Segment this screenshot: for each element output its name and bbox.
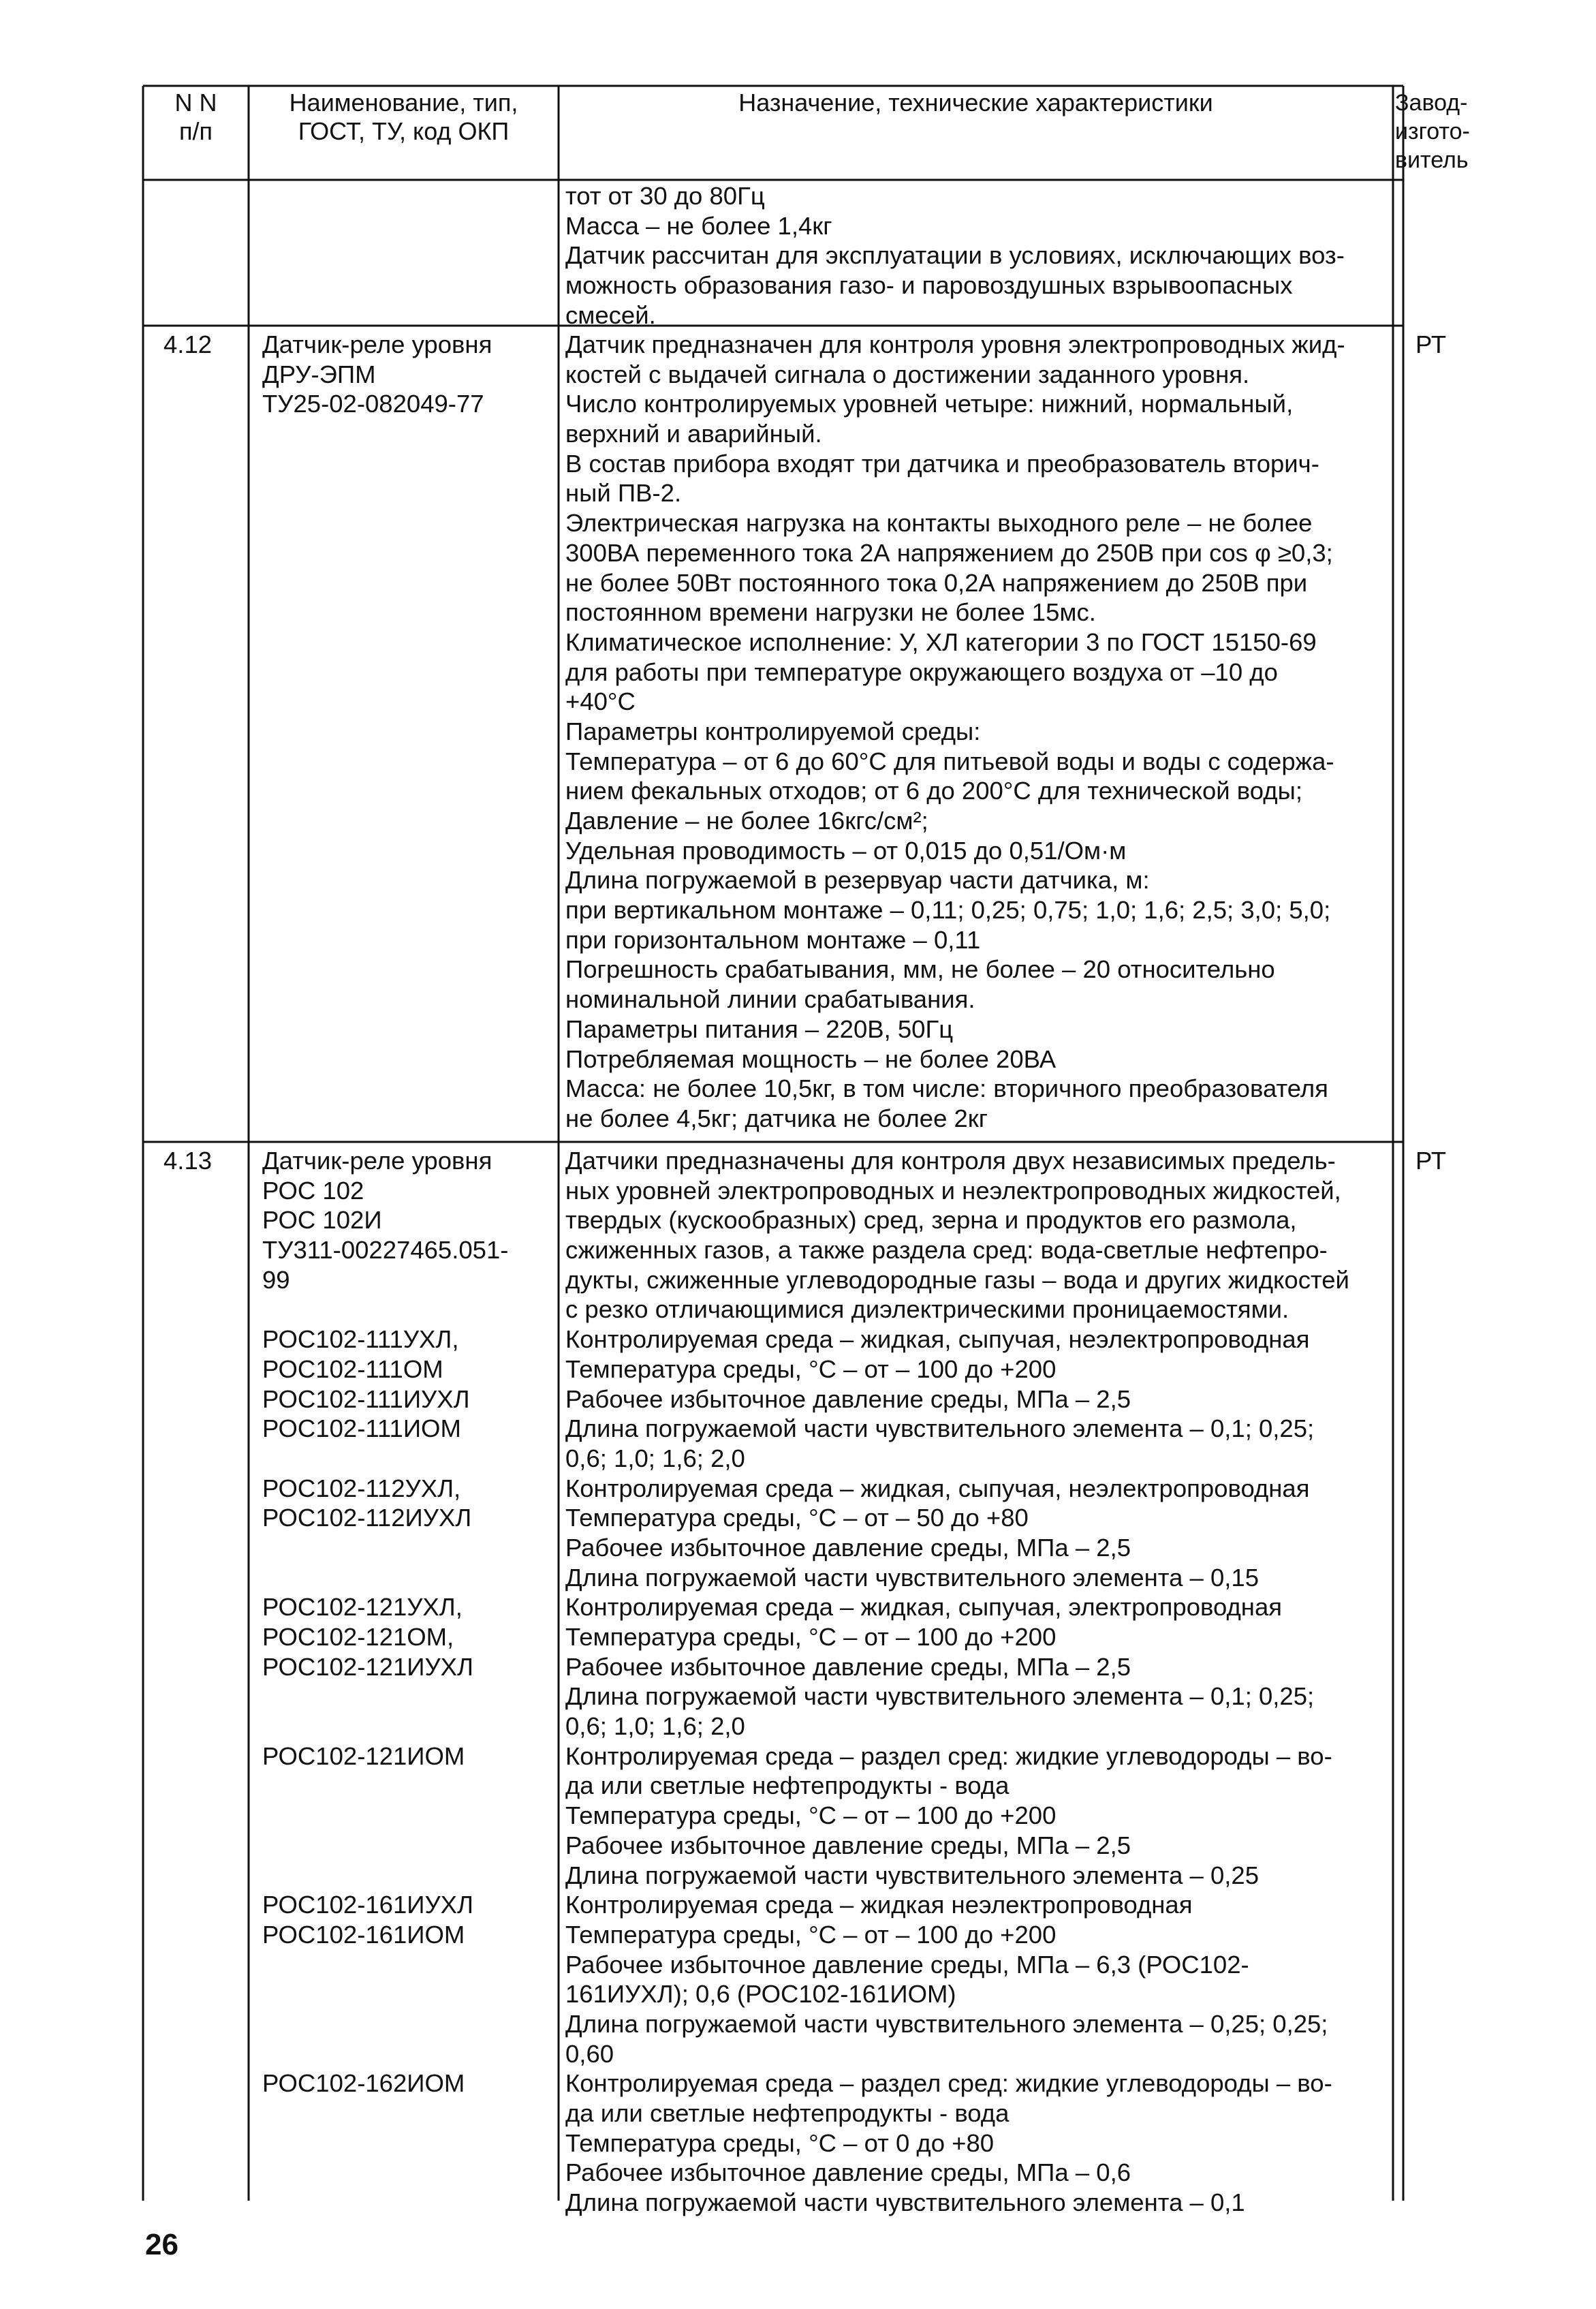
continuation-specs [565, 181, 1345, 330]
row-number: 4.13 [163, 1147, 213, 1175]
spec-line: Датчик предназначен для контроля уровня электропроводных жид- [565, 330, 1345, 358]
spec-line: Длина погружаемой части чувствительного элемента – 0,15 [565, 1563, 1259, 1592]
spec-line: Рабочее избыточное давление среды, МПа – 2,5 [565, 1831, 1131, 1859]
spec-line: ный ПВ-2. [565, 479, 682, 508]
spec-line: Контролируемая среда – раздел сред: жидкие углеводороды – во- [565, 2069, 1332, 2098]
name-line [262, 1682, 508, 1711]
spec-line: да или светлые нефтепродукты - вода [565, 2099, 1010, 2127]
spec-line: тот от 30 до 80Гц [565, 182, 765, 210]
spec-line: Длина погружаемой части чувствительного элемента – 0,1; 0,25; [565, 1414, 1315, 1443]
spec-line: Температура среды, °С – от – 100 до +200 [565, 1920, 1057, 1949]
name-line [262, 1861, 508, 1891]
name-line: ДРУ-ЭПМ [262, 360, 376, 388]
spec-line: смесей. [565, 300, 656, 329]
name-line [262, 1533, 508, 1563]
name-line: РОС102-121ОМ, [262, 1623, 454, 1651]
spec-line: 0,6; 1,0; 1,6; 2,0 [565, 1444, 745, 1472]
spec-line: Длина погружаемой части чувствительного элемента – 0,25; 0,25; [565, 2009, 1328, 2038]
name-line: РОС102-111ОМ [262, 1354, 443, 1383]
spec-line: Температура – от 6 до 60°С для питьевой воды и воды с содержа- [565, 747, 1334, 775]
name-line: РОС102-112УХЛ, [262, 1474, 461, 1502]
name-line: РОС102-112ИУХЛ [262, 1504, 472, 1532]
name-line: ТУ311-00227465.051- [262, 1236, 509, 1265]
spec-line: 0,6; 1,0; 1,6; 2,0 [565, 1712, 745, 1741]
spec-line: Датчики предназначены для контроля двух независимых предель- [565, 1147, 1336, 1175]
spec-line: Рабочее избыточное давление среды, МПа – 6,3 (РОС102- [565, 1950, 1249, 1979]
spec-line: Температура среды, °С – от – 50 до +80 [565, 1504, 1029, 1532]
name-line: РОС102-111ИОМ [262, 1414, 461, 1443]
name-line: Датчик-реле уровня [262, 330, 492, 358]
header-manufacturer: Завод- изгото- витель [1395, 90, 1470, 173]
name-line: РОС 102И [262, 1206, 382, 1235]
name-line [262, 1950, 508, 1980]
spec-line: Удельная проводимость – от 0,015 до 0,51/Ом·м [565, 836, 1127, 865]
row-name [262, 330, 492, 419]
name-line [262, 2009, 508, 2039]
spec-line: Датчик рассчитан для эксплуатации в условиях, исключающих воз- [565, 241, 1345, 270]
spec-line: можность образования газо- и паровоздушных взрывоопасных [565, 271, 1293, 300]
row-specs [565, 330, 1345, 1134]
spec-line: +40°С [565, 687, 636, 716]
row-specs [565, 1146, 1349, 2218]
name-line [262, 1444, 508, 1474]
spec-line: ных уровней электропроводных и неэлектропроводных жидкостей, [565, 1176, 1341, 1205]
spec-line: Рабочее избыточное давление среды, МПа – 2,5 [565, 1533, 1131, 1562]
name-line: РОС102-111УХЛ, [262, 1325, 459, 1354]
spec-line: Число контролируемых уровней четыре: нижний, нормальный, [565, 390, 1294, 418]
spec-line: 0,60 [565, 2039, 614, 2068]
spec-line: не более 4,5кг; датчика не более 2кг [565, 1104, 988, 1132]
row-number: 4.12 [163, 330, 213, 358]
spec-line: твердых (кускообразных) сред, зерна и продуктов его размола, [565, 1206, 1297, 1235]
spec-line: костей с выдачей сигнала о достижении заданного уровня. [565, 360, 1250, 388]
spec-line: Длина погружаемой в резервуар части датчика, м: [565, 866, 1150, 895]
header-name: Наименование, тип, ГОСТ, ТУ, код ОКП [289, 89, 518, 145]
name-line: РОС102-111ИУХЛ [262, 1384, 470, 1413]
name-line [262, 1563, 508, 1593]
spec-line: Длина погружаемой части чувствительного элемента – 0,1 [565, 2188, 1245, 2217]
spec-line: Длина погружаемой части чувствительного элемента – 0,25 [565, 1861, 1259, 1889]
spec-line: Рабочее избыточное давление среды, МПа – 2,5 [565, 1384, 1131, 1413]
spec-line: Масса – не более 1,4кг [565, 211, 832, 240]
spec-line: дукты, сжиженные углеводородные газы – вода и других жидкостей [565, 1265, 1349, 1294]
name-line [262, 2039, 508, 2069]
spec-line: постоянном времени нагрузки не более 15мс. [565, 598, 1096, 627]
header-specs: Назначение, технические характеристики [738, 89, 1213, 117]
spec-line: Контролируемая среда – жидкая, сыпучая, электропроводная [565, 1593, 1283, 1622]
spec-line: Параметры питания – 220В, 50Гц [565, 1014, 954, 1043]
spec-line: Рабочее избыточное давление среды, МПа – 2,5 [565, 1652, 1131, 1681]
name-line: РОС102-121ИОМ [262, 1741, 465, 1770]
spec-line: Контролируемая среда – жидкая, сыпучая, неэлектропроводная [565, 1474, 1310, 1502]
name-line: 99 [262, 1265, 290, 1294]
spec-line: Температура среды, °С – от – 100 до +200 [565, 1623, 1057, 1651]
spec-line: сжиженных газов, а также раздела сред: вода-светлые нефтепро- [565, 1236, 1328, 1265]
spec-line: Температура среды, °С – от – 100 до +200 [565, 1354, 1057, 1383]
row-manufacturer: РТ [1415, 1147, 1447, 1175]
spec-line: Температура среды, °С – от – 100 до +200 [565, 1801, 1057, 1830]
name-line: РОС 102 [262, 1176, 364, 1205]
name-line [262, 1801, 508, 1831]
spec-line: при горизонтальном монтаже – 0,11 [565, 925, 981, 954]
header-number: N N п/п [174, 89, 217, 145]
spec-line: Потребляемая мощность – не более 20ВА [565, 1044, 1057, 1073]
name-line: РОС102-121ИУХЛ [262, 1652, 473, 1681]
spec-line: с резко отличающимися диэлектрическими проницаемостями. [565, 1295, 1289, 1324]
name-line [262, 1771, 508, 1801]
spec-line: Контролируемая среда – раздел сред: жидкие углеводороды – во- [565, 1741, 1332, 1770]
spec-line: Климатическое исполнение: У, ХЛ категории 3 по ГОСТ 15150-69 [565, 627, 1317, 656]
spec-line: Длина погружаемой части чувствительного элемента – 0,1; 0,25; [565, 1682, 1315, 1711]
spec-line: Электрическая нагрузка на контакты выходного реле – не более [565, 509, 1313, 538]
name-line: РОС102-121УХЛ, [262, 1593, 463, 1622]
spec-line: В состав прибора входят три датчика и преобразователь вторич- [565, 449, 1319, 478]
spec-line: Параметры контролируемой среды: [565, 717, 981, 745]
spec-line: нием фекальных отходов; от 6 до 200°С для технической воды; [565, 777, 1302, 805]
spec-line: Погрешность срабатывания, мм, не более – 20 относительно [565, 955, 1275, 984]
spec-line: Давление – не более 16кгс/см²; [565, 807, 928, 835]
spec-line: да или светлые нефтепродукты - вода [565, 1771, 1010, 1800]
spec-line: Масса: не более 10,5кг, в том числе: вторичного преобразователя [565, 1074, 1328, 1103]
spec-line: Контролируемая среда – жидкая неэлектропроводная [565, 1891, 1193, 1919]
spec-line: 161ИУХЛ); 0,6 (РОС102-161ИОМ) [565, 1980, 956, 2009]
spec-line: верхний и аварийный. [565, 420, 822, 448]
name-line: ТУ25-02-082049-77 [262, 390, 484, 418]
page-number: 26 [145, 2228, 178, 2261]
row-manufacturer: РТ [1415, 330, 1447, 358]
name-line: РОС102-161ИОМ [262, 1920, 465, 1949]
name-line [262, 1711, 508, 1741]
spec-line: не более 50Вт постоянного тока 0,2А напряжением до 250В при [565, 568, 1308, 597]
spec-line: Рабочее избыточное давление среды, МПа – 0,6 [565, 2158, 1131, 2187]
name-line [262, 1831, 508, 1861]
spec-line: для работы при температуре окружающего воздуха от –10 до [565, 657, 1278, 686]
spec-line: Контролируемая среда – жидкая, сыпучая, неэлектропроводная [565, 1325, 1310, 1354]
spec-line: Температура среды, °С – от 0 до +80 [565, 2128, 995, 2157]
spec-line: номинальной линии срабатывания. [565, 985, 975, 1014]
name-line: РОС102-161ИУХЛ [262, 1891, 473, 1919]
row-name [262, 1146, 508, 2098]
name-line: РОС102-162ИОМ [262, 2069, 465, 2098]
spec-line: при вертикальном монтаже – 0,11; 0,25; 0,75; 1,0; 1,6; 2,5; 3,0; 5,0; [565, 896, 1331, 925]
name-line: Датчик-реле уровня [262, 1147, 492, 1175]
name-line [262, 1295, 508, 1324]
name-line [262, 1979, 508, 2009]
spec-line: 300ВА переменного тока 2А напряжением до 250В при cos φ ≥0,3; [565, 538, 1333, 567]
